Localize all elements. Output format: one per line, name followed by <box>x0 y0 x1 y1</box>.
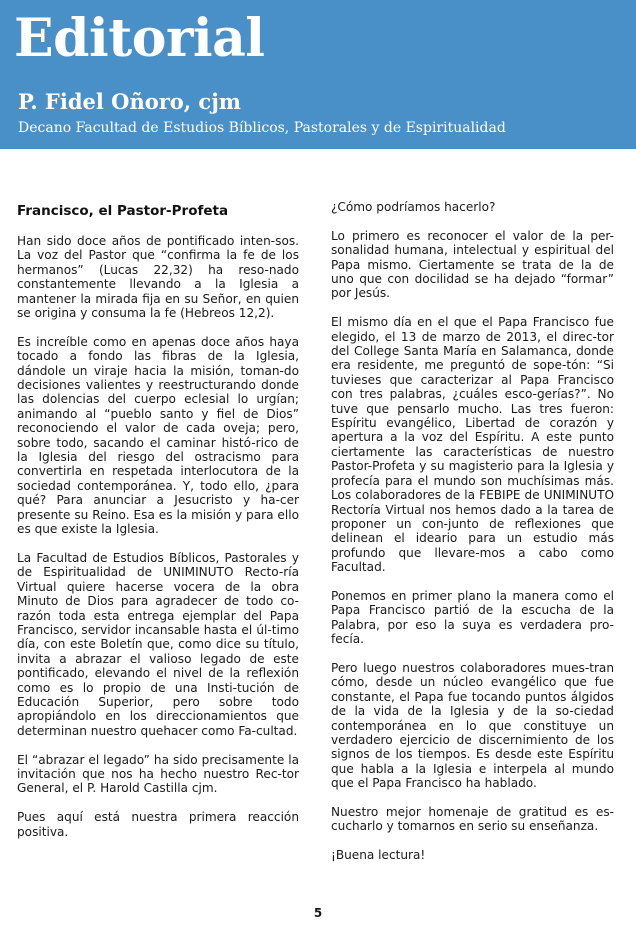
paragraph: Nuestro mejor homenaje de gratitud es es-cucharlo y tomarnos en serio su enseñanza. <box>331 804 614 834</box>
paragraph: ¡Buena lectura! <box>331 848 426 863</box>
paragraph: Han sido doce años de pontificado inten-sos. La voz del Pastor que “confirma la fe de los hermanos” (Lucas 22,32) ha reso-nado constantemente llevando a la Iglesia a mantener la mirada fija en su Señor, en quien se origina y consuma la fe (Hebreos 12,2). <box>17 234 299 321</box>
article-heading: Francisco, el Pastor-Profeta <box>17 203 229 219</box>
paragraph: ¿Cómo podríamos hacerlo? <box>331 200 496 214</box>
author-position: Decano Facultad de Estudios Bíblicos, Pastorales y de Espiritualidad <box>18 120 506 136</box>
paragraph: Ponemos en primer plano la manera como el Papa Francisco partió de la escucha de la Palabra, por eso la suya es verdadera pro-fecía. <box>331 588 614 647</box>
editorial-header <box>0 0 636 149</box>
paragraph: Lo primero es reconocer el valor de la per-sonalidad humana, intelectual y espiritual del Papa mismo. Ciertamente se trata de la de uno que con docilidad se ha dejado “formar” por Jesús. <box>331 228 614 301</box>
author-name: P. Fidel Oñoro, cjm <box>18 89 242 114</box>
paragraph: Pero luego nuestros colaboradores mues-tran cómo, desde un núcleo evangélico que fue constante, el Papa fue tocando puntos álgidos de la vida de la Iglesia y de la so-ciedad contemporánea en lo que constituye un verdadero ejercicio de discernimiento de los signos de los tiempos. Es desde este Espíritu que habla a la Iglesia e interpela al mundo que el Papa Francisco ha hablado. <box>331 660 614 791</box>
paragraph: Pues aquí está nuestra primera reacción positiva. <box>17 810 299 839</box>
page-title: Editorial <box>14 8 265 69</box>
paragraph: La Facultad de Estudios Bíblicos, Pastorales y de Espiritualidad de UNIMINUTO Recto-ría Virtual quiere hacerse vocera de la obra Minuto de Dios para agradecer de todo co-razón toda esta entrega ejemplar del Papa Francisco, servidor incansable hasta el úl-timo día, con este Boletín que, como dice su título, invita a abrazar el valioso legado de este pontificado, elevando el nivel de la reflexión como es lo propio de una Insti-tución de Educación Superior, pero sobre todo apropiándolo en los direccionamientos que determinan nuestro quehacer como Fa-cultad. <box>17 550 299 738</box>
article-column-right <box>331 200 614 877</box>
page-number: 5 <box>313 906 323 920</box>
paragraph: El mismo día en el que el Papa Francisco fue elegido, el 13 de marzo de 2013, el direc-tor del College Santa María en Salamanca, donde era residente, me preguntó de sope-tón: “Si tuvieses que caracterizar al Papa Francisco con tres palabras, ¿cuáles esco-gerías?”. No tuve que pensarlo mucho. Las tres fueron: Espíritu evangélico, Libertad de corazón y apertura a la voz del Espíritu. A este punto ciertamente las características de nuestro Pastor-Profeta y su magisterio para la Iglesia y profecía para el mundo son muchísimas más. Los colaboradores de la FEBIPE de UNIMINUTO Rectoría Virtual nos hemos dado a la tarea de proponer un con-junto de reflexiones que delinean el ideario para un estudio más profundo que llevare-mos a cabo como Facultad. <box>331 315 614 575</box>
article-column-left <box>17 200 299 853</box>
paragraph: El “abrazar el legado” ha sido precisamente la invitación que nos ha hecho nuestro Rec-tor General, el P. Harold Castilla cjm. <box>17 752 299 796</box>
paragraph: Es increíble como en apenas doce años haya tocado a fondo las fibras de la Iglesia, dándole un viraje hacia la misión, toman-do decisiones valientes y reestructurando donde las dolencias del cuerpo eclesial lo urgían; animando al “pueblo santo y fiel de Dios” reconociendo el valor de cada oveja; pero, sobre todo, sacando el caminar histó-rico de la Iglesia del riesgo del ostracismo para convertirla en respetada interlocutora de la sociedad contemporánea. Y, todo ello, ¿para qué? Para anunciar a Jesucristo y ha-cer presente su Reino. Esa es la misión y para ello es que existe la Iglesia. <box>17 334 299 537</box>
